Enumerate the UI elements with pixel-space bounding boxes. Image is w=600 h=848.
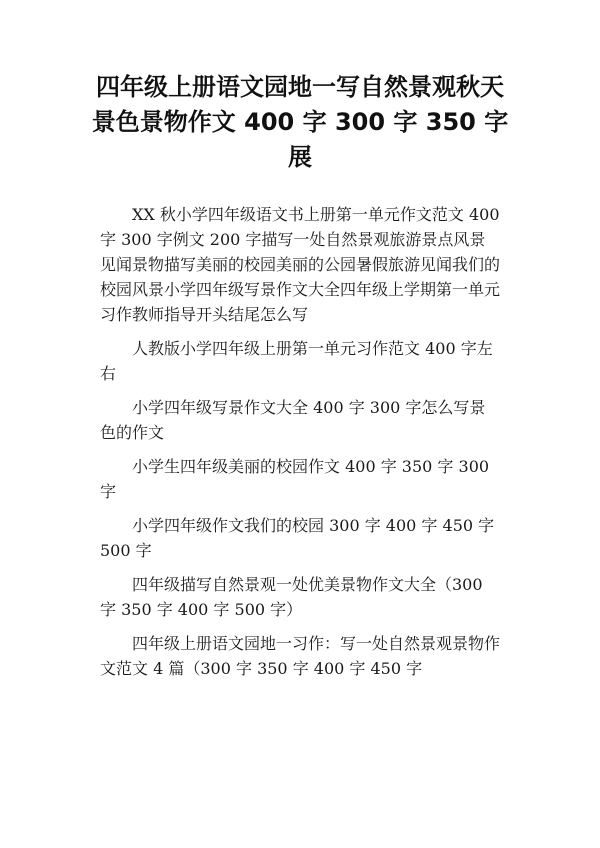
- paragraph-6: 四年级描写自然景观一处优美景物作文大全（300 字 350 字 400 字 500 字）: [100, 575, 483, 619]
- paragraph-3: 小学四年级写景作文大全 400 字 300 字怎么写景色的作文: [100, 398, 486, 442]
- document-title: 四年级上册语文园地一写自然景观秋天景色景物作文 400 字 300 字 350 字展: [91, 73, 509, 171]
- paragraph-7: 四年级上册语文园地一习作：写一处自然景观景物作文范文 4 篇（300 字 350 字 400 字 450 字: [100, 634, 501, 678]
- paragraph-5: 小学四年级作文我们的校园 300 字 400 字 450 字 500 字: [100, 516, 495, 560]
- paragraph-2: 人教版小学四年级上册第一单元习作范文 400 字左右: [100, 339, 493, 383]
- paragraph-4: 小学生四年级美丽的校园作文 400 字 350 字 300 字: [100, 457, 490, 501]
- paragraph-1: XX 秋小学四年级语文书上册第一单元作文范文 400 字 300 字例文 200 字描写一处自然景观旅游景点风景见闻景物描写美丽的校园美丽的公园暑假旅游见闻我们的校园风景小学四年级写景作文大全四年级上学期第一单元习作教师指导开头结尾怎么写: [100, 205, 501, 324]
- document-body: [100, 202, 500, 690]
